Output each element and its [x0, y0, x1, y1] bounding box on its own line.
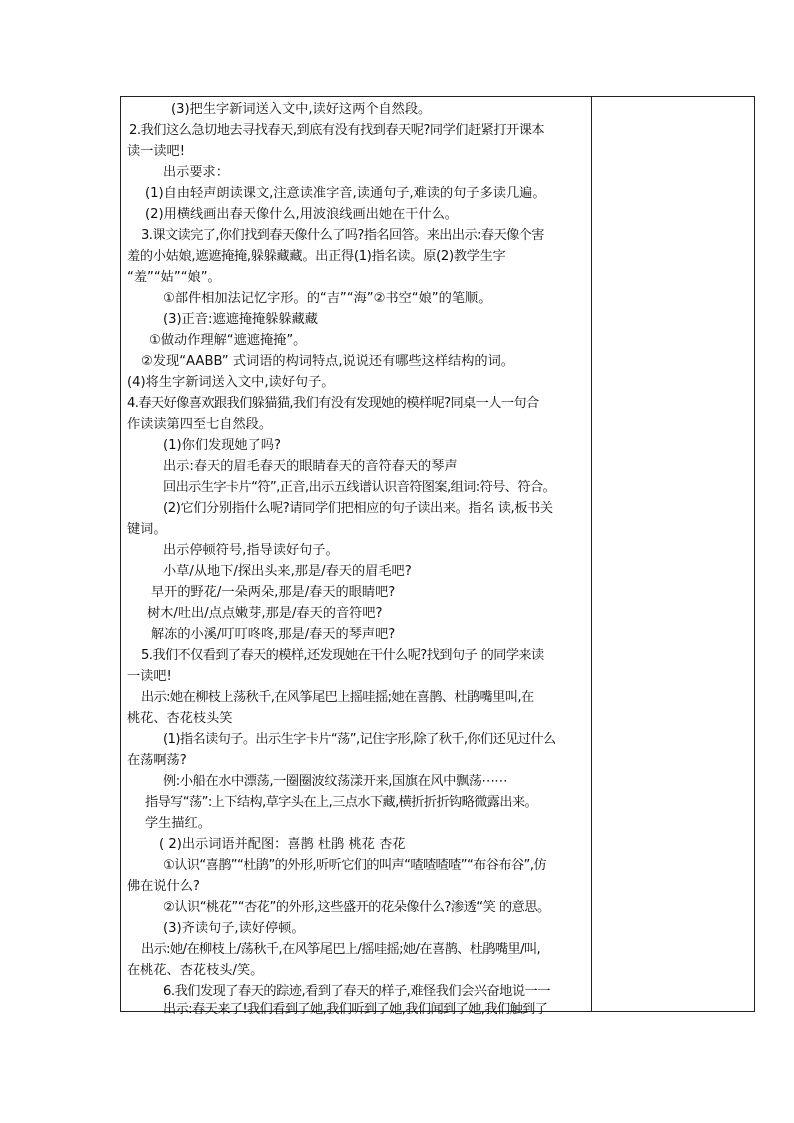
- text-line: 作读读第四至七自然段。: [127, 417, 273, 432]
- text-line: 在荡啊荡?: [127, 753, 187, 768]
- text-line: 桃花、杏花枝头笑: [127, 711, 233, 726]
- text-line: 指导写“荡”:上下结构,草字头在上,三点水下藏,横折折折钩略微露出来。: [145, 795, 538, 810]
- text-line: 例:小船在水中漂荡,一圈圈波纹荡漾开来,国旗在风中飘荡⋯⋯: [163, 774, 508, 789]
- text-line: 出示:春天来了!我们看到了她,我们听到了她,我们闻到了她,我们触到了: [163, 1002, 548, 1017]
- text-line: ②认识“桃花”“杏花”的外形,这些盛开的花朵像什么?渗透“笑 的意思。: [163, 900, 550, 915]
- text-line: 解冻的小溪/叮叮咚咚,那是/春天的琴声吧?: [151, 627, 396, 642]
- text-line: 出示:春天的眉毛春天的眼睛春天的音符春天的琴声: [163, 459, 458, 474]
- text-line: (1)你们发现她了吗?: [163, 438, 281, 453]
- text-line: (3)正音:遮遮掩掩躲躲藏藏: [163, 312, 318, 327]
- text-line: 佛在说什么?: [127, 879, 200, 894]
- text-line: 出示:她/在柳枝上/荡秋千,在风筝尾巴上/摇哇摇;她/在喜鹊、杜鹃嘴里/叫,: [141, 942, 541, 957]
- text-line: 5.我们不仅看到了春天的模样,还发现她在干什么呢?找到句子 的同学来读: [141, 648, 544, 663]
- text-line: ①认识“喜鹊”“杜鹃”的外形,听听它们的叫声“喳喳喳喳”“布谷布谷”,仿: [163, 858, 546, 873]
- column-divider: [591, 97, 592, 1011]
- text-line: 早开的野花/一朵两朵,那是/春天的眼睛吧?: [151, 585, 396, 600]
- text-line: (3)齐读句子,读好停顿。: [163, 921, 305, 936]
- text-line: (1)自由轻声朗读课文,注意读准字音,读通句子,难读的句子多读几遍。: [145, 186, 546, 201]
- text-line: 读一读吧!: [127, 144, 186, 159]
- text-line: 出示:她在柳枝上荡秋千,在风筝尾巴上摇哇摇;她在喜鹊、杜鹃嘴里叫,在: [141, 690, 534, 705]
- text-line: ①部件相加法记忆字形。的“吉”“海”②书空“娘”的笔顺。: [163, 291, 492, 306]
- text-line: 2.我们这么急切地去寻找春天,到底有没有找到春天呢?同学们赶紧打开课本: [129, 123, 545, 138]
- text-line: (2)用横线画出春天像什么,用波浪线画出她在干什么。: [145, 207, 458, 222]
- text-line: (1)指名读句子。出示生字卡片“荡”,记住字形,除了秋千,你们还见过什么: [163, 732, 556, 747]
- text-line: 羞的小姑娘,遮遮掩掩,躲躲藏藏。出正得(1)指名读。原(2)教学生字: [127, 249, 506, 264]
- text-line: ②发现“AABB” 式词语的构词特点,说说还有哪些这样结构的词。: [141, 354, 514, 369]
- text-line: (4)将生字新词送入文中,读好句子。: [127, 375, 335, 390]
- text-line: 出示停顿符号,指导读好句子。: [163, 543, 339, 558]
- text-line: 在桃花、杏花枝头/笑。: [127, 963, 264, 978]
- text-line: (3)把生字新词送入文中,读好这两个自然段。: [171, 102, 432, 117]
- lesson-plan-table: [120, 96, 755, 1017]
- text-line: 一读吧!: [127, 669, 172, 684]
- text-line: 回出示生字卡片“符”,正音,出示五线谱认识音符图案,组词:符号、符合。: [163, 480, 556, 495]
- text-line: 3.课文读完了,你们找到春天像什么了吗?指名回答。来出出示:春天像个害: [141, 228, 544, 243]
- text-line: ①做动作理解“遮遮掩掩”。: [149, 333, 307, 348]
- text-line: 6.我们发现了春天的踪迹,看到了春天的样子,难怪我们会兴奋地说一一: [163, 984, 550, 999]
- text-line: (2)它们分别指什么呢?请同学们把相应的句子读出来。指名 读,板书关: [163, 501, 553, 516]
- text-line: 树木/吐出/点点嫩芽,那是/春天的音符吧?: [147, 606, 383, 621]
- text-line: 出示要求：: [163, 165, 229, 180]
- text-line: 4.春天好像喜欢跟我们躲猫猫,我们有没有发现她的模样呢?同桌一人一句合: [127, 396, 539, 411]
- text-line: 键词。: [127, 522, 167, 537]
- text-line: 学生描红。: [145, 816, 211, 831]
- text-line: 小草/从地下/探出头来,那是/春天的眉毛吧?: [163, 564, 412, 579]
- text-line: “羞”“姑”“娘”。: [127, 270, 221, 285]
- text-line: ( 2)出示词语并配图：喜鹊 杜鹃 桃花 杏花: [159, 837, 406, 852]
